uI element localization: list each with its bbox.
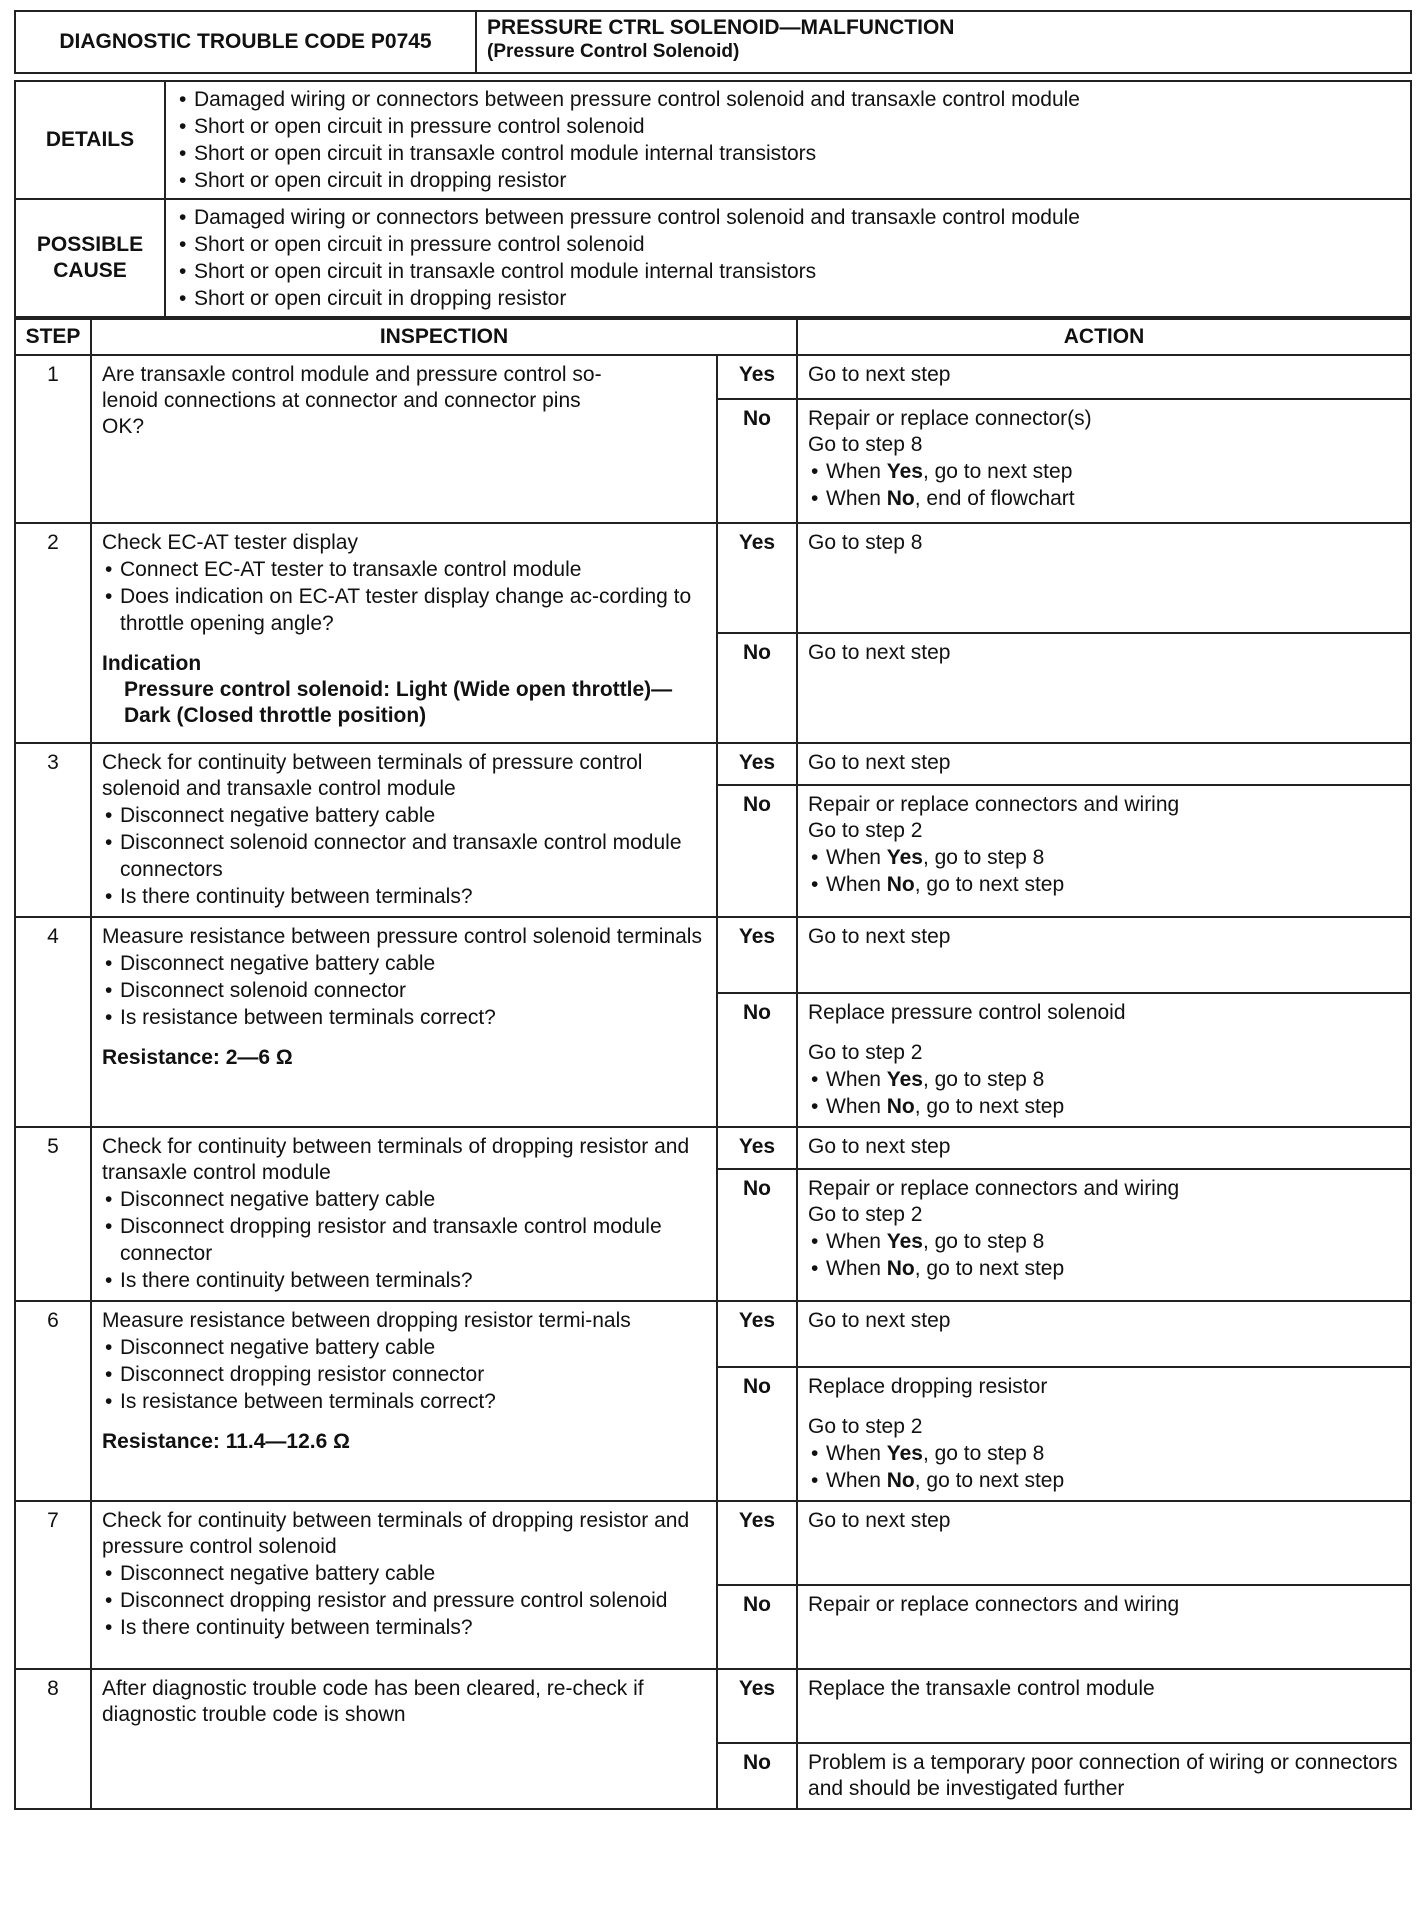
possible-cause-list-cell (165, 199, 1411, 317)
no-label: No (717, 993, 797, 1127)
yes-action: Go to next step (797, 1301, 1411, 1367)
no-label: No (717, 399, 797, 523)
branch-yes: • When Yes, go to step 8 (808, 1228, 1400, 1255)
details-list-cell (165, 81, 1411, 199)
inspection-line: Are transaxle control module and pressure control so- (102, 363, 602, 386)
step-number: 7 (15, 1501, 91, 1669)
inspection-bullet: • Disconnect solenoid connector (102, 977, 706, 1004)
inspection-bullet: • Disconnect dropping resistor connector (102, 1361, 706, 1388)
steps-header-row (15, 319, 1411, 355)
yes-label: Yes (717, 1669, 797, 1743)
step-3-yes-row (15, 743, 1411, 785)
inspection-bullet: • Disconnect negative battery cable (102, 1186, 706, 1213)
no-action: Problem is a temporary poor connection of wiring or connectors and should be investigated further (797, 1743, 1411, 1809)
cause-item: • Short or open circuit in dropping resistor (176, 285, 1400, 312)
details-table (14, 80, 1412, 318)
branch-yes: • When Yes, go to next step (808, 458, 1400, 485)
no-action-branches (808, 844, 1400, 898)
inspection-line: OK? (102, 415, 145, 438)
step-2-yes-row (15, 523, 1411, 633)
no-action: Go to next step (797, 633, 1411, 743)
no-label: No (717, 633, 797, 743)
details-item: • Damaged wiring or connectors between pressure control solenoid and transaxle control module (176, 86, 1400, 113)
step-4-yes-row (15, 917, 1411, 993)
details-item: • Short or open circuit in transaxle control module internal transistors (176, 140, 1400, 167)
step-number: 5 (15, 1127, 91, 1301)
inspection-intro: Check for continuity between terminals of pressure control solenoid and transaxle control module (102, 751, 643, 800)
inspection-bullet: • Connect EC-AT tester to transaxle control module (102, 556, 706, 583)
step-4-inspection (91, 917, 717, 1127)
inspection-bullet: • Is resistance between terminals correct? (102, 1004, 706, 1031)
no-action-text: Replace dropping resistor (808, 1375, 1048, 1398)
no-action-goto: Go to step 8 (808, 433, 923, 456)
inspection-bullet: • Disconnect negative battery cable (102, 1560, 706, 1587)
resistance-spec: Resistance: 2—6 Ω (102, 1046, 293, 1069)
no-label: No (717, 785, 797, 917)
possible-cause-label-line2: CAUSE (53, 259, 127, 282)
trouble-code-title (476, 11, 1411, 73)
inspection-intro: Measure resistance between dropping resistor termi-nals (102, 1309, 631, 1332)
yes-label: Yes (717, 1301, 797, 1367)
no-action (797, 993, 1411, 1127)
cause-item: • Short or open circuit in transaxle control module internal transistors (176, 258, 1400, 285)
step-6-inspection (91, 1301, 717, 1501)
branch-no: • When No, go to next step (808, 1255, 1400, 1282)
no-action-goto: Go to step 2 (808, 1041, 923, 1064)
inspection-intro: Measure resistance between pressure control solenoid terminals (102, 925, 702, 948)
no-action-branches (808, 1228, 1400, 1282)
inspection-bullets (102, 802, 706, 910)
no-action (797, 1169, 1411, 1301)
inspection-bullet: • Disconnect negative battery cable (102, 950, 706, 977)
no-action (797, 399, 1411, 523)
no-action-text: Repair or replace connectors and wiring (808, 1177, 1180, 1200)
step-number: 3 (15, 743, 91, 917)
yes-label: Yes (717, 355, 797, 399)
yes-action: Replace the transaxle control module (797, 1669, 1411, 1743)
yes-action: Go to next step (797, 1501, 1411, 1585)
inspection-bullet: • Disconnect negative battery cable (102, 1334, 706, 1361)
inspection-bullets (102, 950, 706, 1031)
details-item: • Short or open circuit in dropping resistor (176, 167, 1400, 194)
step-6-yes-row (15, 1301, 1411, 1367)
step-5-yes-row (15, 1127, 1411, 1169)
branch-yes: • When Yes, go to step 8 (808, 1440, 1400, 1467)
no-action-text: Replace pressure control solenoid (808, 1001, 1126, 1024)
no-label: No (717, 1169, 797, 1301)
yes-action: Go to next step (797, 917, 1411, 993)
possible-cause-row (15, 199, 1411, 317)
action-column-header: ACTION (797, 319, 1411, 355)
inspection-bullet: • Is resistance between terminals correct? (102, 1388, 706, 1415)
inspection-intro: Check for continuity between terminals of dropping resistor and transaxle control module (102, 1135, 690, 1184)
step-number: 2 (15, 523, 91, 743)
inspection-bullet: • Disconnect negative battery cable (102, 802, 706, 829)
yes-label: Yes (717, 917, 797, 993)
yes-action: Go to next step (797, 1127, 1411, 1169)
inspection-bullet: • Is there continuity between terminals? (102, 1267, 706, 1294)
inspection-bullets (102, 1560, 706, 1641)
inspection-bullet: • Does indication on EC-AT tester display change ac-cording to throttle opening angle? (102, 583, 706, 637)
step-7-inspection (91, 1501, 717, 1669)
header-table (14, 10, 1412, 74)
no-action-goto: Go to step 2 (808, 1203, 923, 1226)
step-number: 8 (15, 1669, 91, 1809)
branch-yes: • When Yes, go to step 8 (808, 844, 1400, 871)
step-5-inspection (91, 1127, 717, 1301)
yes-label: Yes (717, 523, 797, 633)
no-action-text: Repair or replace connectors and wiring (808, 793, 1180, 816)
no-action: Repair or replace connectors and wiring (797, 1585, 1411, 1669)
yes-action: Go to step 8 (797, 523, 1411, 633)
step-8-inspection (91, 1669, 717, 1809)
no-action-goto: Go to step 2 (808, 819, 923, 842)
title-subtitle: (Pressure Control Solenoid) (487, 41, 740, 62)
no-label: No (717, 1743, 797, 1809)
details-row (15, 81, 1411, 199)
step-7-yes-row (15, 1501, 1411, 1585)
branch-no: • When No, end of flowchart (808, 485, 1400, 512)
step-3-inspection (91, 743, 717, 917)
cause-item: • Short or open circuit in pressure control solenoid (176, 231, 1400, 258)
possible-cause-label-line1: POSSIBLE (36, 233, 144, 256)
step-number: 1 (15, 355, 91, 523)
inspection-bullet: • Disconnect dropping resistor and pressure control solenoid (102, 1587, 706, 1614)
branch-yes: • When Yes, go to step 8 (808, 1066, 1400, 1093)
no-action-goto: Go to step 2 (808, 1415, 923, 1438)
inspection-bullets (102, 556, 706, 637)
no-label: No (717, 1367, 797, 1501)
possible-cause-label (15, 199, 165, 317)
no-action-text: Repair or replace connector(s) (808, 407, 1092, 430)
inspection-line: lenoid connections at connector and connector pins (102, 389, 581, 412)
indication-value: Pressure control solenoid: Light (Wide open throttle)—Dark (Closed throttle position) (124, 678, 673, 727)
no-action-branches (808, 458, 1400, 512)
step-8-yes-row (15, 1669, 1411, 1743)
no-action (797, 1367, 1411, 1501)
no-label: No (717, 1585, 797, 1669)
step-column-header: STEP (15, 319, 91, 355)
details-label: DETAILS (15, 81, 165, 199)
yes-label: Yes (717, 743, 797, 785)
cause-item: • Damaged wiring or connectors between pressure control solenoid and transaxle control module (176, 204, 1400, 231)
inspection-bullet: • Disconnect solenoid connector and transaxle control module connectors (102, 829, 706, 883)
yes-action: Go to next step (797, 355, 1411, 399)
inspection-intro: Check EC-AT tester display (102, 531, 358, 554)
step-1-inspection (91, 355, 717, 523)
inspection-bullets (102, 1186, 706, 1294)
step-number: 4 (15, 917, 91, 1127)
yes-action: Go to next step (797, 743, 1411, 785)
branch-no: • When No, go to next step (808, 1093, 1400, 1120)
possible-cause-list (176, 204, 1400, 312)
inspection-bullet: • Is there continuity between terminals? (102, 1614, 706, 1641)
inspection-bullet: • Is there continuity between terminals? (102, 883, 706, 910)
inspection-bullets (102, 1334, 706, 1415)
step-number: 6 (15, 1301, 91, 1501)
step-1-yes-row (15, 355, 1411, 399)
indication-label: Indication (102, 652, 202, 675)
inspection-intro: Check for continuity between terminals of dropping resistor and pressure control solenoid (102, 1509, 690, 1558)
title-text: PRESSURE CTRL SOLENOID—MALFUNCTION (487, 16, 955, 39)
no-action-branches (808, 1066, 1400, 1120)
details-list (176, 86, 1400, 194)
resistance-spec: Resistance: 11.4—12.6 Ω (102, 1430, 350, 1453)
yes-label: Yes (717, 1127, 797, 1169)
trouble-code-label: DIAGNOSTIC TROUBLE CODE P0745 (15, 11, 476, 73)
inspection-intro: After diagnostic trouble code has been cleared, re-check if diagnostic trouble code is shown (102, 1677, 644, 1726)
no-action-branches (808, 1440, 1400, 1494)
details-item: • Short or open circuit in pressure control solenoid (176, 113, 1400, 140)
steps-table (14, 318, 1412, 1810)
yes-label: Yes (717, 1501, 797, 1585)
inspection-column-header: INSPECTION (91, 319, 797, 355)
step-2-inspection (91, 523, 717, 743)
branch-no: • When No, go to next step (808, 871, 1400, 898)
inspection-bullet: • Disconnect dropping resistor and transaxle control module connector (102, 1213, 706, 1267)
branch-no: • When No, go to next step (808, 1467, 1400, 1494)
no-action (797, 785, 1411, 917)
document-page (14, 10, 1410, 1810)
